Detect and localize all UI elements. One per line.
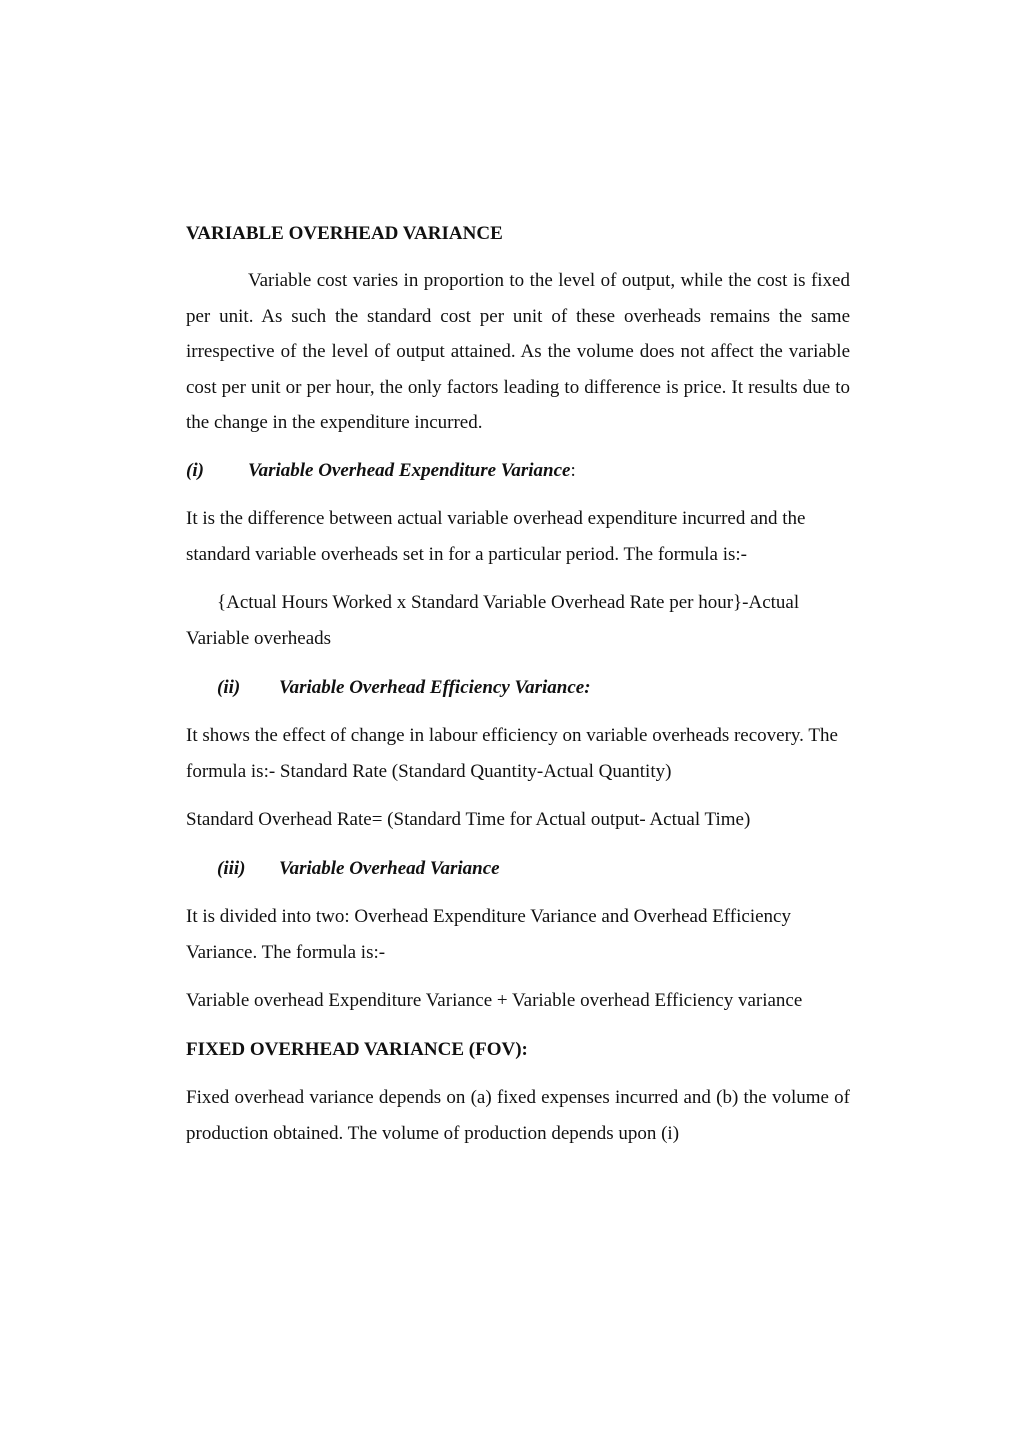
fixed-overhead-paragraph: Fixed overhead variance depends on (a) fixed expenses incurred and (b) the volume of production obtained. The volume of production depends upon (i) xyxy=(186,1087,850,1144)
section-heading-fixed-overhead: FIXED OVERHEAD VARIANCE (FOV): xyxy=(186,1039,528,1060)
item-3-body: It is divided into two: Overhead Expenditure Variance and Overhead Efficiency Variance. The formula is:- xyxy=(186,906,791,963)
intro-paragraph: Variable cost varies in proportion to the level of output, while the cost is fixed per unit. As such the standard cost per unit of these overheads remains the same irrespective of the level of output attained. As the volume does not affect the variable cost per unit or per hour, the only factors leading to difference is price. It results due to the change in the expenditure incurred. xyxy=(186,270,850,433)
item-1-title: Variable Overhead Expenditure Variance xyxy=(248,460,571,481)
item-1-formula: {Actual Hours Worked x Standard Variable Overhead Rate per hour}-Actual Variable overheads xyxy=(186,592,800,649)
item-3-heading xyxy=(186,851,850,887)
item-3-number: (iii) xyxy=(217,858,246,879)
item-2-heading xyxy=(186,670,850,706)
item-2-formula: Standard Overhead Rate= (Standard Time for Actual output- Actual Time) xyxy=(186,809,751,830)
item-2-body: It shows the effect of change in labour efficiency on variable overheads recovery. The formula is:- Standard Rate (Standard Quantity-Actual Quantity) xyxy=(186,725,838,782)
item-3-title: Variable Overhead Variance xyxy=(279,858,500,879)
item-2-title: Variable Overhead Efficiency Variance: xyxy=(279,677,591,698)
item-1-colon: : xyxy=(570,460,576,481)
item-2-number: (ii) xyxy=(217,677,241,698)
item-3-formula: Variable overhead Expenditure Variance + Variable overhead Efficiency variance xyxy=(186,990,803,1011)
item-1-heading xyxy=(186,453,850,489)
section-heading-variable-overhead: VARIABLE OVERHEAD VARIANCE xyxy=(186,223,503,244)
item-1-body: It is the difference between actual variable overhead expenditure incurred and the standard variable overheads set in for a particular period. The formula is:- xyxy=(186,508,806,565)
item-1-number: (i) xyxy=(186,460,204,481)
